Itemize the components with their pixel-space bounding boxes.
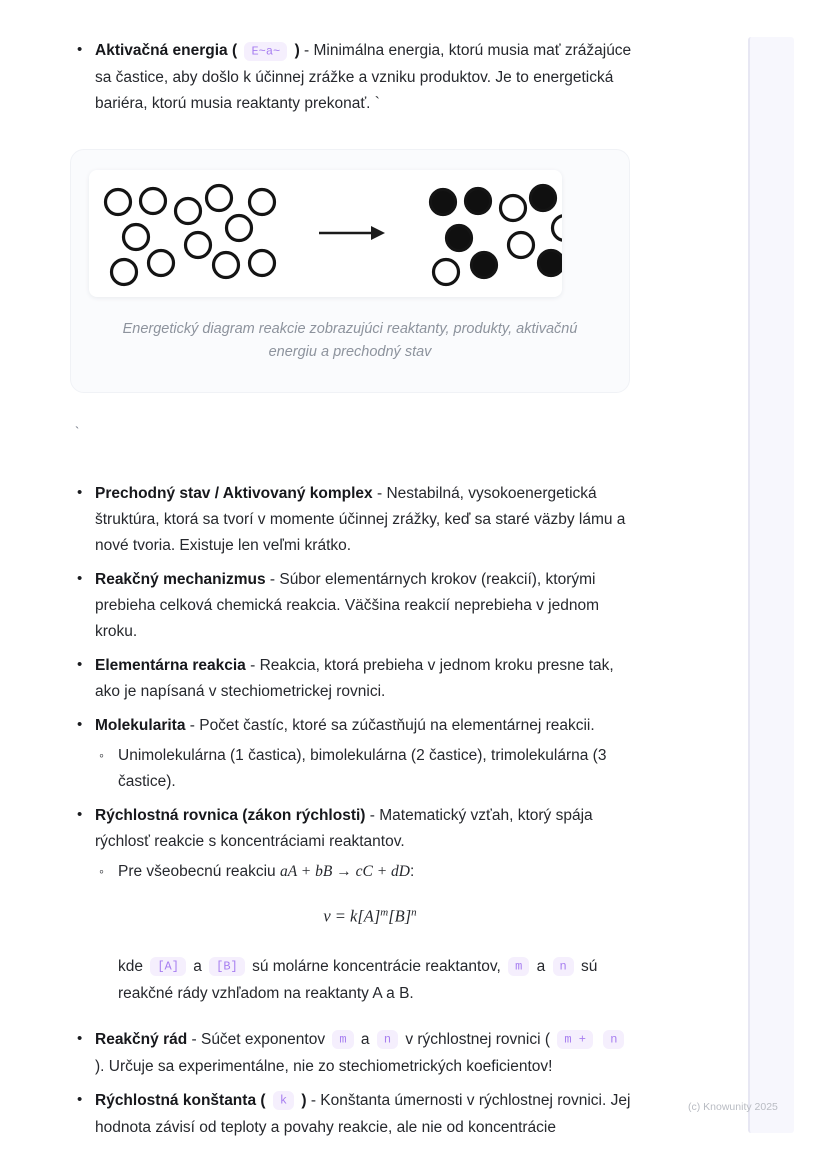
reactant-circle	[214, 253, 239, 278]
body-text: :	[409, 863, 415, 880]
product-circle	[447, 226, 472, 251]
term-bold: Rýchlostná konštanta (	[95, 1091, 270, 1109]
item-text	[95, 1031, 627, 1075]
bullet-item	[75, 567, 635, 645]
term-bold: Elementárna reakcia	[95, 657, 246, 674]
body-text: Pre všeobecnú reakciu	[118, 863, 280, 880]
item-text	[95, 485, 625, 554]
math-text: [B]	[388, 906, 412, 926]
figure-card	[70, 149, 630, 393]
term-bold: Reakčný rád	[95, 1030, 188, 1048]
inline-code-badge: n	[377, 1030, 398, 1049]
body-text: kde	[118, 957, 148, 975]
body-text	[596, 1031, 600, 1048]
scrollbar[interactable]	[748, 37, 794, 1133]
bullet-marker-icon: •	[77, 1029, 83, 1047]
product-circle	[434, 260, 459, 285]
term-bold: Rýchlostná rovnica (zákon rýchlosti)	[95, 807, 366, 824]
term-bold: )	[297, 1091, 311, 1109]
product-circle	[553, 216, 563, 241]
term-bold: Prechodný stav / Aktivovaný komplex	[95, 485, 373, 502]
bullet-marker-icon: •	[77, 570, 83, 587]
product-circle	[501, 196, 526, 221]
product-circle	[509, 233, 534, 258]
stray-character: `	[75, 424, 80, 439]
item-text	[118, 747, 606, 790]
figure-caption: Energetický diagram reakcie zobrazujúci reaktanty, produkty, aktivačnú energiu a prechodný stav	[122, 321, 578, 360]
bullet-item	[75, 653, 635, 705]
body-text: - Matematický vzťah, ktorý spája rýchlosť reakcie s koncentráciami reaktantov.	[95, 807, 593, 850]
body-text: a	[188, 957, 207, 975]
body-text: - Súčet exponentov	[187, 1030, 330, 1048]
reactant-circle	[112, 260, 137, 285]
item-text	[95, 42, 631, 112]
sub-bullet-item	[75, 743, 635, 795]
reactant-circle	[176, 199, 201, 224]
body-text: ). Určuje sa experimentálne, nie zo stechiometrických koeficientov!	[95, 1057, 553, 1075]
bullet-item	[75, 713, 635, 739]
bullet-marker-icon: •	[77, 1090, 83, 1108]
bullet-item	[75, 803, 635, 855]
reactant-circle	[141, 189, 166, 214]
item-text	[95, 807, 593, 850]
inline-code-badge: n	[603, 1030, 624, 1049]
product-circle	[539, 251, 563, 276]
molecule-diagram-panel	[89, 170, 562, 297]
reaction-arrowhead-icon	[371, 226, 385, 240]
item-text	[95, 657, 614, 700]
reactant-circle	[186, 233, 211, 258]
body-text: - Súbor elementárnych krokov (reakcií), ktorými prebieha celková chemická reakcia. Väčšina reakcií neprebieha v jednom kroku.	[95, 571, 600, 640]
reactant-circle	[124, 225, 149, 250]
reactant-circle	[227, 216, 252, 241]
bullet-marker-icon: •	[77, 41, 83, 58]
item-text	[95, 717, 595, 734]
math-superscript: n	[411, 906, 417, 918]
inline-code-badge: m	[508, 957, 529, 976]
body-text: - Konštanta úmernosti v rýchlostnej rovnici. Jej hodnota závisí od teploty a povahy reakcie, ale nie od koncentrácie	[95, 1091, 631, 1136]
reactant-circle	[149, 251, 174, 276]
sub-bullet-item	[75, 859, 635, 885]
body-text: - Reakcia, ktorá prebieha v jednom kroku presne tak, ako je napísaná v stechiometrickej rovnici.	[95, 657, 614, 700]
bullet-marker-icon: •	[77, 656, 83, 673]
reactant-circle	[207, 186, 232, 211]
body-text: - Nestabilná, vysokoenergetická štruktúra, ktorá sa tvorí v momente účinnej zrážky, keď sa staré väzby lámu a nové tvoria. Existuje len veľmi krátko.	[95, 485, 626, 554]
product-circle	[431, 190, 456, 215]
body-text: a	[532, 957, 550, 975]
item-text	[95, 1092, 630, 1136]
term-bold: )	[290, 42, 305, 59]
bullet-item	[75, 1027, 635, 1080]
inline-code-badge: k	[273, 1091, 294, 1110]
bullet-marker-icon: •	[77, 716, 83, 733]
bullet-marker-icon: •	[77, 484, 83, 501]
bullet-item	[75, 38, 635, 117]
term-bold: Aktivačná energia (	[95, 42, 242, 59]
copyright-text: (c) Knowunity 2025	[688, 1101, 778, 1113]
body-text: sú molárne koncentrácie reaktantov,	[247, 957, 506, 975]
note-content	[75, 38, 635, 1141]
inline-code-badge: E~a~	[244, 42, 287, 61]
body-text: - Minimálna energia, ktorú musia mať zrážajúce sa častice, aby došlo k účinnej zrážke a vzniku produktov. Je to energetická bariéra, ktorú musia reaktanty prekonať. `	[95, 42, 632, 112]
math-formula	[75, 899, 635, 930]
product-circle	[466, 189, 491, 214]
bullet-item	[75, 1088, 635, 1141]
paragraph	[75, 954, 635, 1007]
term-bold: Reakčný mechanizmus	[95, 571, 266, 588]
body-text: sú reakčné rády vzhľadom na reaktanty A a B.	[118, 957, 598, 1002]
bullet-marker-icon: ◦	[99, 747, 104, 763]
inline-code-badge: m +	[557, 1030, 593, 1049]
product-circle	[472, 253, 497, 278]
body-text: - Počet častíc, ktoré sa zúčastňujú na elementárnej reakcii.	[185, 717, 595, 734]
term-bold: Molekularita	[95, 717, 186, 734]
math-text: aA + bB → cC + dD	[279, 863, 410, 880]
body-text: v rýchlostnej rovnici (	[401, 1030, 555, 1048]
inline-code-badge: [B]	[209, 957, 245, 976]
reactant-circle	[106, 190, 131, 215]
reactant-circle	[250, 251, 275, 276]
bullet-marker-icon: ◦	[99, 863, 104, 879]
molecule-diagram	[89, 170, 562, 297]
inline-code-badge: m	[332, 1030, 353, 1049]
bullet-item	[75, 481, 635, 559]
math-text: v = k[A]	[323, 906, 381, 926]
inline-code-badge: n	[553, 957, 574, 976]
math-superscript: m	[380, 906, 389, 918]
item-text	[118, 863, 414, 880]
inline-code-badge: [A]	[150, 957, 186, 976]
bullet-marker-icon: •	[77, 806, 83, 823]
item-text	[95, 571, 599, 640]
product-circle	[531, 186, 556, 211]
body-text: a	[356, 1030, 374, 1048]
body-text: Unimolekulárna (1 častica), bimolekulárna (2 častice), trimolekulárna (3 častice).	[118, 747, 607, 790]
reactant-circle	[250, 190, 275, 215]
